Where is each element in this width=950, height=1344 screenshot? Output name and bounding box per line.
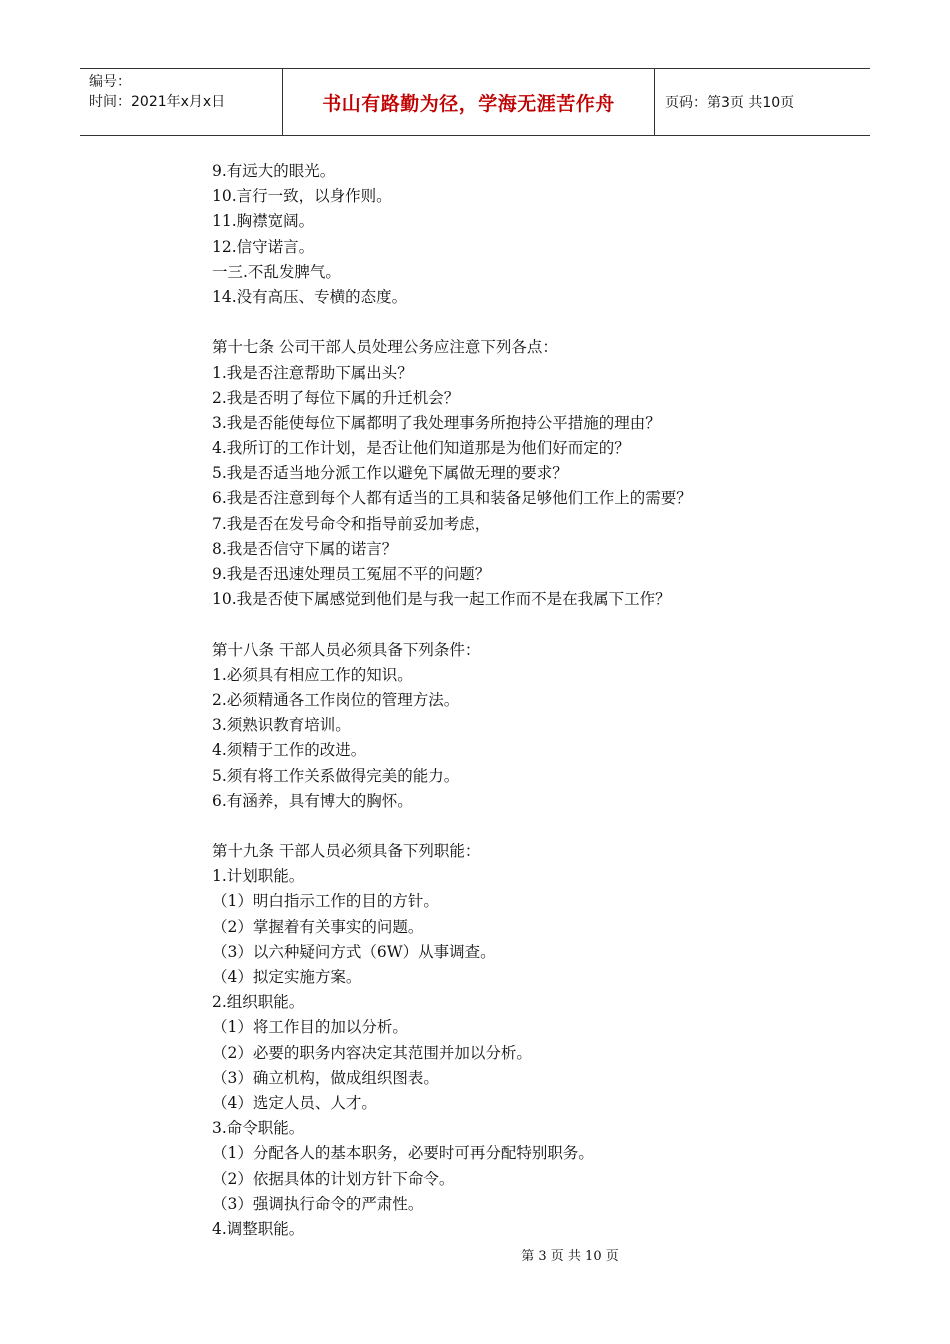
list-item: 9.我是否迅速处理员工冤屈不平的问题？ [212, 565, 491, 583]
document-body [212, 159, 832, 1242]
paragraph-gap [212, 814, 832, 839]
list-item: 10.我是否使下属感觉到他们是与我一起工作而不是在我属下工作？ [212, 590, 671, 609]
list-item: （3）以六种疑问方式（6W）从事调查。 [212, 942, 496, 961]
list-item: 5.我是否适当地分派工作以避免下属做无理的要求？ [212, 464, 568, 483]
list-item: （4）拟定实施方案。 [212, 968, 362, 986]
list-item: 3.我是否能使每位下属都明了我处理事务所抱持公平措施的理由？ [212, 413, 661, 432]
article-19-heading: 第十九条 干部人员必须具备下列职能： [212, 842, 481, 861]
list-item: （3）确立机构，做成组织图表。 [212, 1068, 439, 1087]
list-item: 9.有远大的眼光。 [212, 162, 336, 180]
list-item: 4.调整职能。 [212, 1219, 305, 1238]
page-header [80, 68, 870, 136]
list-item: 6.我是否注意到每个人都有适当的工具和装备足够他们工作上的需要？ [212, 489, 692, 508]
list-item: 6.有涵养，具有博大的胸怀。 [212, 791, 413, 810]
list-item: 14.没有高压、专横的态度。 [212, 287, 408, 306]
list-item: 5.须有将工作关系做得完美的能力。 [212, 766, 460, 785]
list-item: 3.须熟识教育培训。 [212, 716, 351, 735]
list-item: 4.须精于工作的改进。 [212, 741, 367, 760]
list-item: （1）明白指示工作的目的方针。 [212, 892, 439, 911]
list-item: 12.信守诺言。 [212, 237, 315, 256]
list-item: （1）将工作目的加以分析。 [212, 1018, 408, 1037]
list-item: （1）分配各人的基本职务，必要时可再分配特别职务。 [212, 1144, 594, 1163]
list-item: 11.胸襟宽阔。 [212, 212, 315, 231]
number-label: 编号： [89, 74, 131, 90]
page-footer [0, 1245, 950, 1264]
list-item: 1.必须具有相应工作的知识。 [212, 665, 413, 684]
list-item: 1.计划职能。 [212, 867, 305, 886]
header-page-info: 页码：第3页 共10页 [665, 95, 795, 111]
list-item: 4.我所订的工作计划，是否让他们知道那是为他们好而定的？ [212, 439, 630, 458]
header-motto: 书山有路勤为径，学海无涯苦作舟 [322, 92, 615, 115]
header-page-info-cell [655, 69, 870, 135]
paragraph-gap [212, 612, 832, 637]
article-18-heading: 第十八条 干部人员必须具备下列条件： [212, 640, 481, 659]
list-item: （2）依据具体的计划方针下命令。 [212, 1169, 455, 1188]
list-item: 8.我是否信守下属的诺言？ [212, 539, 398, 558]
list-item: 3.命令职能。 [212, 1119, 305, 1138]
footer-page-number: 第 3 页 共 10 页 [521, 1249, 619, 1264]
article-17-heading: 第十七条 公司干部人员处理公务应注意下列各点： [212, 338, 558, 357]
list-item: 2.我是否明了每位下属的升迁机会？ [212, 388, 460, 407]
paragraph-gap [212, 310, 832, 335]
list-item: （3）强调执行命令的严肃性。 [212, 1194, 424, 1213]
list-item: （2）必要的职务内容决定其范围并加以分析。 [212, 1043, 532, 1062]
list-item: 10.言行一致，以身作则。 [212, 187, 392, 206]
date-line: 时间：2021年x月x日 [89, 94, 226, 110]
list-item: 一三.不乱发脾气。 [212, 262, 341, 281]
list-item: 2.组织职能。 [212, 993, 305, 1012]
header-motto-cell [283, 69, 655, 135]
list-item: （2）掌握着有关事实的问题。 [212, 917, 424, 936]
list-item: 1.我是否注意帮助下属出头？ [212, 363, 413, 382]
list-item: 7.我是否在发号命令和指导前妥加考虑， [212, 514, 491, 533]
header-meta [80, 69, 283, 135]
list-item: 2.必须精通各工作岗位的管理方法。 [212, 690, 460, 709]
list-item: （4）选定人员、人才。 [212, 1093, 377, 1112]
